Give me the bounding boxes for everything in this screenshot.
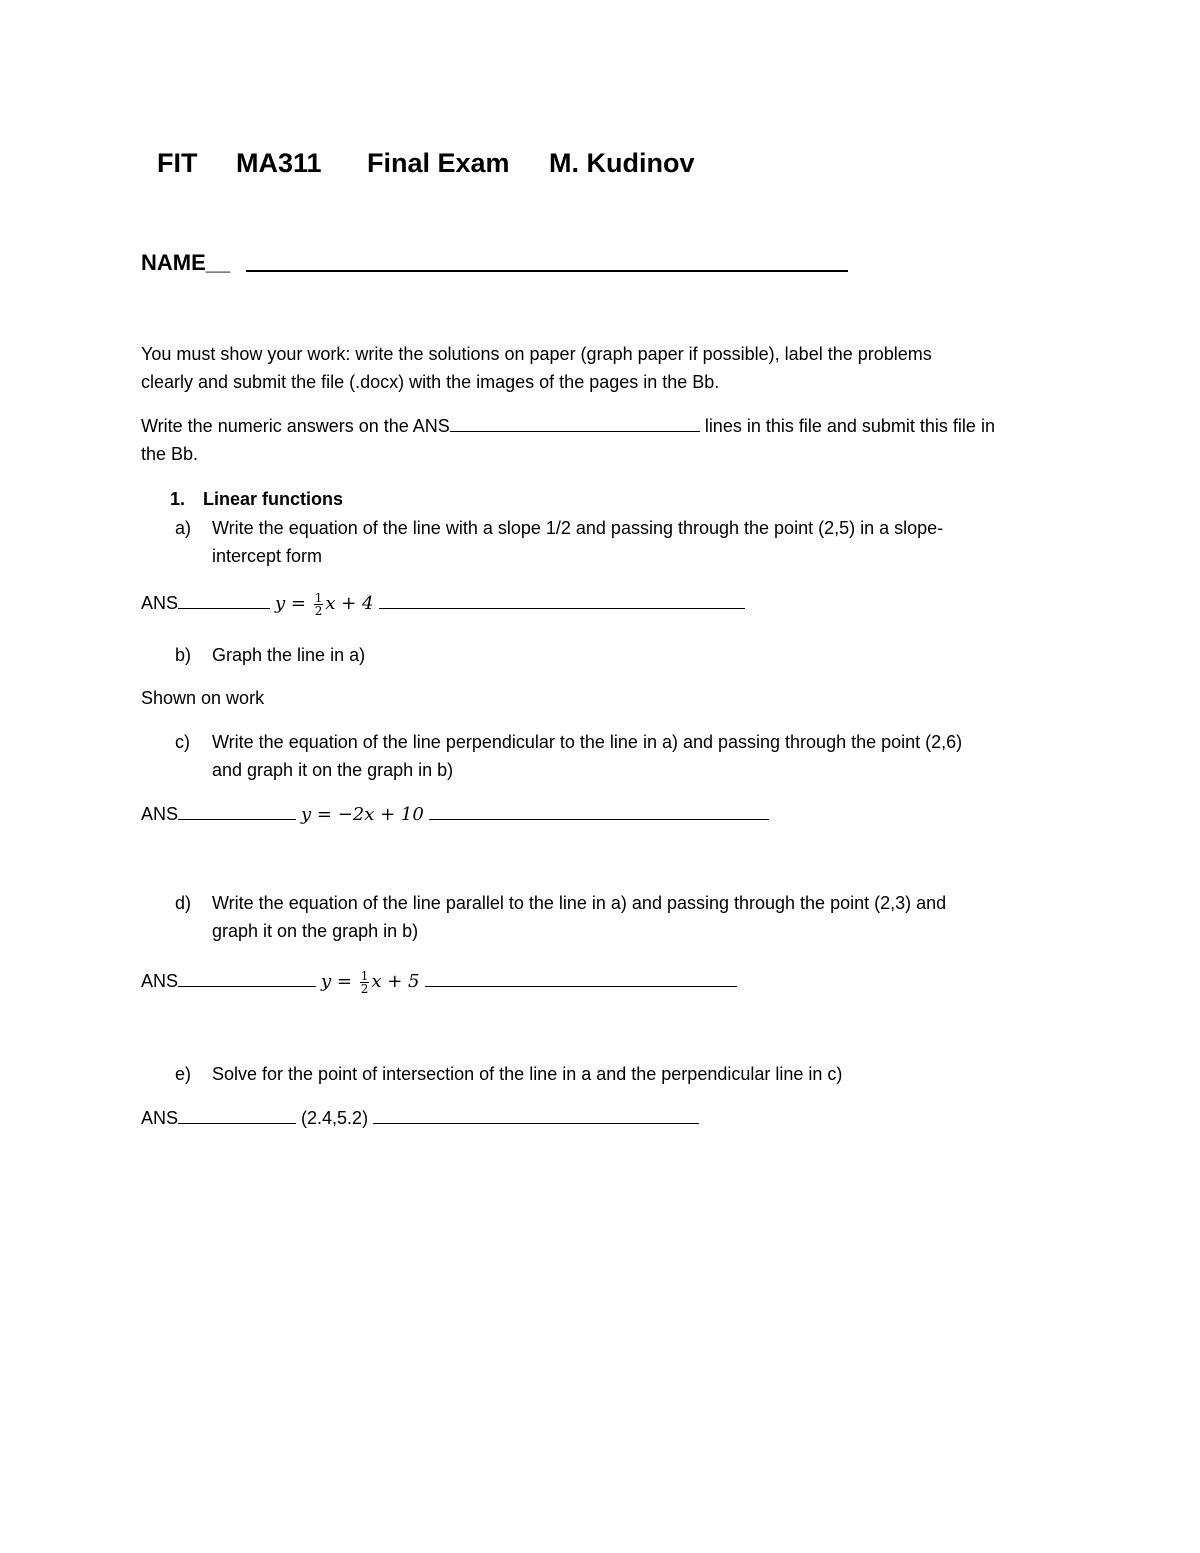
answer-d-frac-num: 1: [360, 968, 369, 983]
question-d-text-1: Write the equation of the line parallel to the line in a) and passing through the point (2,3) and: [212, 893, 947, 913]
answer-e-value: (2.4,5.2): [301, 1108, 369, 1128]
answer-a-row: [141, 589, 745, 618]
question-c-text-2: and graph it on the graph in b): [212, 760, 454, 780]
answer-a-blank-left[interactable]: [178, 591, 270, 609]
question-d-text-2: graph it on the graph in b): [212, 921, 419, 941]
ans-sample-line: [450, 414, 700, 432]
question-b-text: Graph the line in a): [212, 645, 366, 665]
header-school: FIT: [157, 148, 198, 178]
answer-a-equation: [275, 590, 379, 618]
instructions-line-2: clearly and submit the file (.docx) with the images of the pages in the Bb.: [141, 372, 720, 392]
instructions-ans-suffix: lines in this file and submit this file in: [699, 416, 995, 436]
answer-c-blank-left[interactable]: [178, 802, 296, 820]
answer-d-equals: =: [331, 971, 358, 992]
question-a-text-1: Write the equation of the line with a slope 1/2 and passing through the point (2,5) in a slope-: [212, 518, 944, 538]
answer-d-frac-den: 2: [360, 981, 369, 996]
answer-e-blank-left[interactable]: [178, 1106, 296, 1124]
section-title: Linear functions: [203, 489, 344, 509]
question-e-label: e): [175, 1064, 192, 1084]
answer-c-label: ANS: [141, 804, 179, 824]
answer-e-row: [141, 1104, 699, 1132]
answer-c-blank-right[interactable]: [429, 802, 769, 820]
name-label: NAME__: [141, 250, 231, 275]
answer-d-fraction: [360, 970, 370, 995]
header-exam: Final Exam: [367, 148, 510, 178]
question-b-label: b): [175, 645, 192, 665]
answer-d-label: ANS: [141, 971, 179, 991]
answer-e-blank-right[interactable]: [373, 1106, 699, 1124]
answer-d-row: [141, 967, 737, 996]
answer-a-blank-right[interactable]: [379, 591, 745, 609]
question-c-label: c): [175, 732, 190, 752]
answer-d-blank-left[interactable]: [178, 969, 316, 987]
answer-d-blank-right[interactable]: [425, 969, 737, 987]
section-number: 1.: [170, 489, 186, 509]
question-c-text-1: Write the equation of the line perpendicular to the line in a) and passing through the point (2,6): [212, 732, 963, 752]
question-a-label: a): [175, 518, 192, 538]
answer-a-frac-den: 2: [314, 603, 323, 618]
name-field-line[interactable]: [246, 270, 848, 272]
answer-a-lhs: y: [275, 593, 286, 614]
answer-a-rest: x + 4: [325, 593, 374, 614]
question-e-text: Solve for the point of intersection of the line in a and the perpendicular line in c): [212, 1064, 843, 1084]
answer-a-label: ANS: [141, 593, 179, 613]
instructions-line-3: [141, 412, 995, 440]
answer-a-frac-num: 1: [314, 590, 323, 605]
question-a-text-2: intercept form: [212, 546, 323, 566]
instructions-line-4: the Bb.: [141, 444, 199, 464]
answer-d-lhs: y: [321, 971, 332, 992]
answer-a-equals: =: [285, 593, 312, 614]
question-b-answer: Shown on work: [141, 688, 265, 708]
instructions-line-1: You must show your work: write the solutions on paper (graph paper if possible), label the problems: [141, 344, 932, 364]
answer-c-equation: y = −2x + 10: [301, 804, 424, 825]
answer-a-fraction: [314, 592, 324, 617]
answer-e-label: ANS: [141, 1108, 179, 1128]
answer-c-row: [141, 800, 769, 829]
instructions-ans-prefix: Write the numeric answers on the ANS: [141, 416, 450, 436]
question-d-label: d): [175, 893, 192, 913]
header-instructor: M. Kudinov: [549, 148, 695, 178]
header-course: MA311: [236, 148, 322, 178]
answer-d-equation: [321, 968, 425, 996]
answer-d-rest: x + 5: [371, 971, 420, 992]
